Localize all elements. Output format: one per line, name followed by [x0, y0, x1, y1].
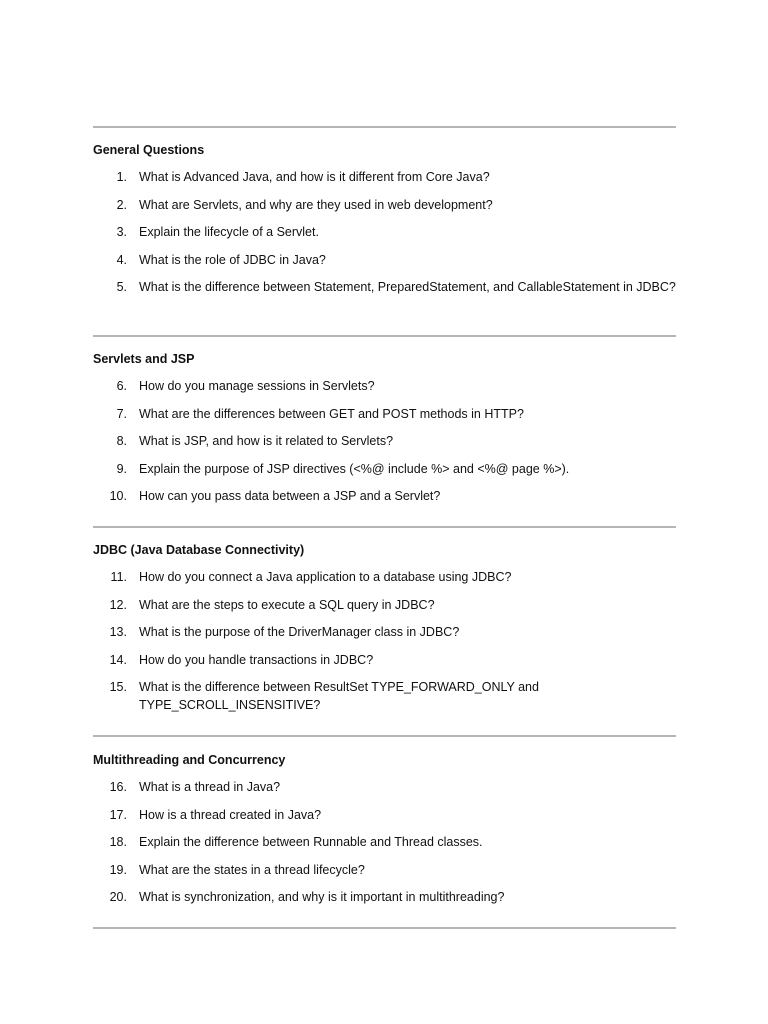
section-title: Servlets and JSP — [93, 352, 195, 366]
section-multithreading — [93, 752, 676, 907]
question-number: 17. — [109, 807, 127, 822]
divider — [93, 735, 676, 737]
question-text: What is Advanced Java, and how is it different from Core Java? — [139, 170, 490, 184]
question-text: What are the states in a thread lifecycle? — [139, 862, 365, 877]
question-number: 8. — [116, 434, 127, 448]
question-number: 18. — [109, 835, 127, 849]
section-jdbc — [93, 542, 676, 714]
question-item — [93, 252, 676, 270]
question-number: 4. — [116, 252, 127, 267]
question-item — [93, 378, 676, 396]
question-number: 1. — [116, 170, 127, 184]
question-item — [93, 279, 676, 297]
question-text: What is the difference between Statement, PreparedStatement, and CallableStatement in JDBC? — [139, 280, 676, 294]
question-number: 5. — [116, 280, 127, 294]
question-text: Explain the difference between Runnable and Thread classes. — [139, 835, 483, 849]
question-text: How do you connect a Java application to a database using JDBC? — [139, 570, 512, 584]
section-title: General Questions — [93, 143, 205, 157]
question-item — [93, 597, 676, 615]
question-item — [93, 807, 676, 825]
divider — [93, 126, 676, 128]
question-text: What is the role of JDBC in Java? — [139, 252, 326, 267]
question-text: How do you handle transactions in JDBC? — [139, 652, 374, 667]
divider — [93, 335, 676, 337]
question-item — [93, 679, 676, 714]
question-number: 11. — [110, 570, 127, 584]
question-item — [93, 433, 676, 451]
question-text: What is a thread in Java? — [139, 780, 281, 794]
question-number: 9. — [116, 461, 127, 476]
section-title: JDBC (Java Database Connectivity) — [93, 543, 305, 557]
question-text: How is a thread created in Java? — [139, 807, 322, 822]
section-servlets-jsp — [93, 351, 676, 506]
question-text: What are Servlets, and why are they used in web development? — [139, 197, 493, 212]
question-number: 15. — [109, 680, 127, 694]
question-number: 13. — [109, 625, 127, 639]
question-item — [93, 569, 676, 587]
question-item — [93, 224, 676, 242]
question-item — [93, 488, 676, 506]
question-number: 19. — [109, 862, 127, 877]
question-number: 14. — [109, 652, 127, 667]
question-item — [93, 406, 676, 424]
question-item — [93, 779, 676, 797]
question-item — [93, 834, 676, 852]
question-list — [93, 569, 676, 714]
divider — [93, 526, 676, 528]
question-text: What is JSP, and how is it related to Servlets? — [139, 434, 394, 448]
question-item — [93, 889, 676, 907]
question-text: What are the steps to execute a SQL query in JDBC? — [139, 597, 435, 612]
question-number: 6. — [116, 379, 127, 393]
question-text: How can you pass data between a JSP and a Servlet? — [139, 489, 441, 503]
section-title: Multithreading and Concurrency — [93, 753, 286, 767]
question-text: What is the purpose of the DriverManager class in JDBC? — [139, 625, 460, 639]
question-list — [93, 779, 676, 907]
question-item — [93, 652, 676, 670]
question-list — [93, 169, 676, 297]
question-text: What is the difference between ResultSet TYPE_FORWARD_ONLY and TYPE_SCROLL_INSENSITIVE? — [139, 680, 539, 712]
question-item — [93, 461, 676, 479]
question-number: 16. — [109, 780, 127, 794]
question-text: How do you manage sessions in Servlets? — [139, 379, 375, 393]
question-number: 10. — [109, 489, 127, 503]
question-number: 7. — [116, 406, 127, 421]
question-item — [93, 197, 676, 215]
question-text: Explain the purpose of JSP directives (<%@ include %> and <%@ page %>). — [139, 461, 570, 476]
section-general-questions — [93, 142, 676, 297]
question-text: Explain the lifecycle of a Servlet. — [139, 225, 319, 239]
question-item — [93, 624, 676, 642]
question-text: What is synchronization, and why is it important in multithreading? — [139, 890, 505, 904]
question-text: What are the differences between GET and POST methods in HTTP? — [139, 406, 524, 421]
question-number: 12. — [109, 597, 127, 612]
question-number: 3. — [116, 225, 127, 239]
question-item — [93, 862, 676, 880]
question-item — [93, 169, 676, 187]
question-list — [93, 378, 676, 506]
divider — [93, 927, 676, 929]
question-number: 20. — [109, 890, 127, 904]
document-page — [93, 0, 676, 1024]
question-number: 2. — [116, 197, 127, 212]
